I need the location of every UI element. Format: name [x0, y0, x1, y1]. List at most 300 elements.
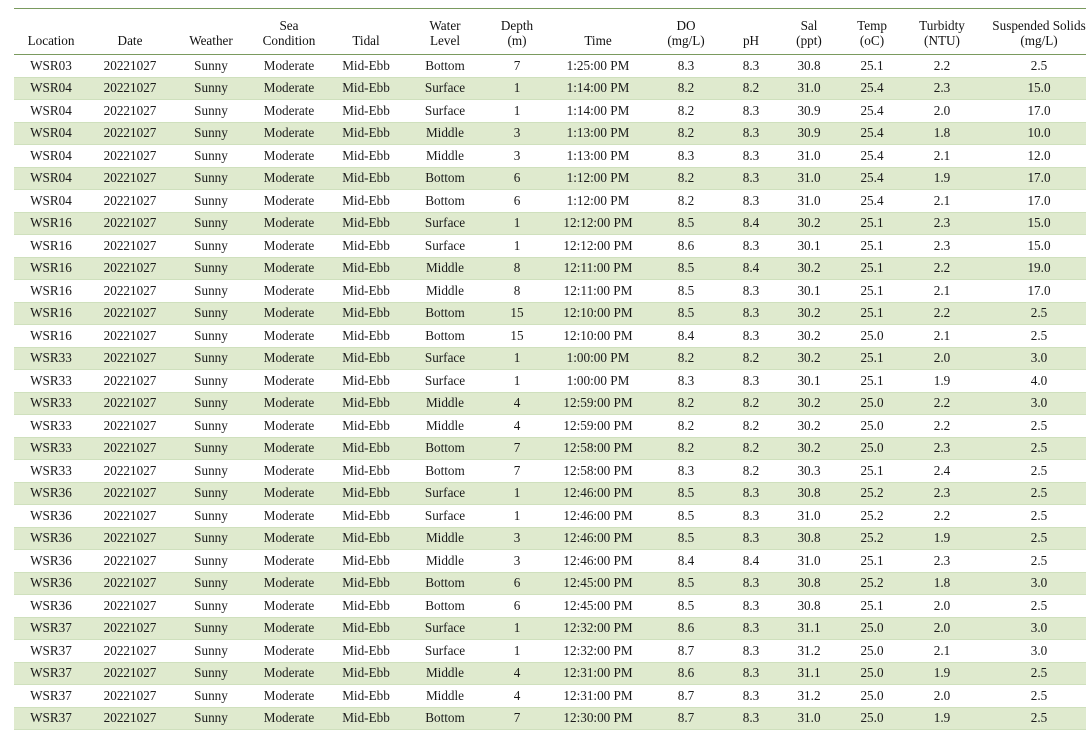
table-cell: 2.5 — [980, 550, 1086, 573]
table-cell: 15.0 — [980, 77, 1086, 100]
table-cell: Mid-Ebb — [328, 257, 404, 280]
table-cell: Mid-Ebb — [328, 527, 404, 550]
table-cell: Bottom — [404, 55, 486, 78]
table-cell: Mid-Ebb — [328, 100, 404, 123]
table-cell: 31.1 — [778, 662, 840, 685]
table-cell: 12:11:00 PM — [548, 257, 648, 280]
table-cell: 1:00:00 PM — [548, 347, 648, 370]
table-cell: 1.9 — [904, 527, 980, 550]
table-cell: Moderate — [250, 595, 328, 618]
table-cell: Sunny — [172, 257, 250, 280]
table-cell: 1 — [486, 212, 548, 235]
table-cell: 30.2 — [778, 415, 840, 438]
table-cell: 20221027 — [88, 482, 172, 505]
table-cell: 7 — [486, 460, 548, 483]
column-header-label: Tidal — [352, 33, 380, 49]
table-cell: Moderate — [250, 505, 328, 528]
table-cell: 8.6 — [648, 662, 724, 685]
table-cell: 1 — [486, 77, 548, 100]
table-cell: WSR36 — [14, 595, 88, 618]
table-cell: 25.0 — [840, 640, 904, 663]
table-cell: 25.1 — [840, 550, 904, 573]
table-cell: 2.5 — [980, 707, 1086, 730]
table-cell: 6 — [486, 190, 548, 213]
table-cell: 25.1 — [840, 257, 904, 280]
table-cell: 20221027 — [88, 460, 172, 483]
table-cell: WSR03 — [14, 55, 88, 78]
table-cell: 8.3 — [724, 100, 778, 123]
table-cell: Sunny — [172, 190, 250, 213]
table-cell: 8.2 — [648, 77, 724, 100]
table-row — [14, 505, 1086, 528]
table-cell: WSR33 — [14, 347, 88, 370]
table-cell: 25.4 — [840, 77, 904, 100]
table-cell: Moderate — [250, 212, 328, 235]
table-cell: Moderate — [250, 662, 328, 685]
table-cell: 17.0 — [980, 280, 1086, 303]
table-cell: 30.2 — [778, 437, 840, 460]
table-cell: 8.5 — [648, 595, 724, 618]
table-row — [14, 392, 1086, 415]
table-cell: 2.2 — [904, 302, 980, 325]
table-cell: 2.2 — [904, 415, 980, 438]
table-cell: 31.0 — [778, 77, 840, 100]
table-cell: Moderate — [250, 550, 328, 573]
table-cell: 31.0 — [778, 707, 840, 730]
table-cell: Moderate — [250, 235, 328, 258]
table-cell: 12:58:00 PM — [548, 460, 648, 483]
table-cell: 8.5 — [648, 482, 724, 505]
table-cell: 8.3 — [648, 145, 724, 168]
table-cell: 20221027 — [88, 122, 172, 145]
table-cell: 30.8 — [778, 55, 840, 78]
table-cell: 8.5 — [648, 257, 724, 280]
table-cell: Mid-Ebb — [328, 235, 404, 258]
column-header-weather — [172, 9, 250, 55]
table-cell: 30.2 — [778, 257, 840, 280]
table-cell: 25.1 — [840, 280, 904, 303]
table-cell: 2.3 — [904, 235, 980, 258]
table-cell: 2.2 — [904, 55, 980, 78]
table-cell: Sunny — [172, 55, 250, 78]
table-cell: 2.5 — [980, 460, 1086, 483]
table-cell: 30.8 — [778, 572, 840, 595]
table-cell: Sunny — [172, 392, 250, 415]
table-cell: 8.3 — [724, 190, 778, 213]
table-cell: Mid-Ebb — [328, 482, 404, 505]
column-header-label: pH — [742, 33, 760, 49]
table-cell: 25.2 — [840, 482, 904, 505]
table-cell: 12:45:00 PM — [548, 572, 648, 595]
table-cell: 25.0 — [840, 392, 904, 415]
table-cell: 3.0 — [980, 617, 1086, 640]
table-cell: 12:46:00 PM — [548, 550, 648, 573]
table-cell: Surface — [404, 640, 486, 663]
table-cell: 12:59:00 PM — [548, 415, 648, 438]
column-header-tidal — [328, 9, 404, 55]
table-cell: 2.3 — [904, 212, 980, 235]
table-cell: 30.2 — [778, 212, 840, 235]
table-row — [14, 167, 1086, 190]
table-cell: Middle — [404, 280, 486, 303]
table-cell: 25.1 — [840, 212, 904, 235]
column-header-unit: (NTU) — [924, 33, 960, 49]
table-cell: 30.8 — [778, 527, 840, 550]
table-cell: 8.5 — [648, 212, 724, 235]
table-cell: 8.3 — [724, 505, 778, 528]
table-cell: 6 — [486, 572, 548, 595]
table-cell: Mid-Ebb — [328, 325, 404, 348]
column-header-unit: Level — [429, 33, 461, 49]
table-cell: 8.3 — [724, 55, 778, 78]
table-cell: 2.3 — [904, 482, 980, 505]
table-row — [14, 100, 1086, 123]
table-cell: Moderate — [250, 707, 328, 730]
column-header-unit: (mg/L) — [1020, 33, 1058, 49]
table-cell: 31.0 — [778, 190, 840, 213]
table-cell: Moderate — [250, 460, 328, 483]
table-cell: Moderate — [250, 370, 328, 393]
table-cell: 20221027 — [88, 325, 172, 348]
table-cell: WSR37 — [14, 617, 88, 640]
column-header-unit: Condition — [262, 33, 316, 49]
table-cell: 20221027 — [88, 212, 172, 235]
table-cell: 8.3 — [724, 707, 778, 730]
table-row — [14, 145, 1086, 168]
table-cell: 25.2 — [840, 572, 904, 595]
table-cell: 25.2 — [840, 527, 904, 550]
table-cell: Sunny — [172, 460, 250, 483]
table-cell: Moderate — [250, 55, 328, 78]
table-cell: 8.2 — [648, 122, 724, 145]
table-cell: 1:12:00 PM — [548, 190, 648, 213]
table-cell: 8.2 — [724, 347, 778, 370]
table-cell: 20221027 — [88, 505, 172, 528]
table-cell: 4 — [486, 392, 548, 415]
table-cell: Surface — [404, 370, 486, 393]
table-cell: 1 — [486, 235, 548, 258]
table-cell: 2.3 — [904, 77, 980, 100]
column-header-unit: (oC) — [859, 33, 885, 49]
table-cell: 2.5 — [980, 302, 1086, 325]
table-cell: 31.2 — [778, 640, 840, 663]
table-cell: 8.2 — [724, 392, 778, 415]
column-header-depth — [486, 9, 548, 55]
table-cell: 1.9 — [904, 167, 980, 190]
table-cell: 2.1 — [904, 325, 980, 348]
column-header-label: DO — [676, 18, 696, 33]
table-cell: Middle — [404, 145, 486, 168]
table-cell: WSR04 — [14, 100, 88, 123]
table-row — [14, 347, 1086, 370]
table-cell: 25.1 — [840, 302, 904, 325]
table-cell: 20221027 — [88, 55, 172, 78]
table-cell: 2.5 — [980, 685, 1086, 708]
table-cell: WSR37 — [14, 707, 88, 730]
column-header-label: Date — [117, 33, 143, 49]
table-cell: Mid-Ebb — [328, 437, 404, 460]
table-cell: Mid-Ebb — [328, 280, 404, 303]
table-row — [14, 662, 1086, 685]
table-cell: 20221027 — [88, 640, 172, 663]
table-cell: 20221027 — [88, 280, 172, 303]
table-cell: 2.5 — [980, 437, 1086, 460]
table-cell: Middle — [404, 257, 486, 280]
table-cell: Moderate — [250, 167, 328, 190]
table-cell: 1.9 — [904, 370, 980, 393]
table-cell: Bottom — [404, 302, 486, 325]
table-cell: 8.3 — [724, 302, 778, 325]
table-row — [14, 55, 1086, 78]
table-cell: Mid-Ebb — [328, 347, 404, 370]
table-row — [14, 280, 1086, 303]
table-cell: 8.4 — [724, 212, 778, 235]
table-cell: 8 — [486, 257, 548, 280]
table-cell: 30.1 — [778, 370, 840, 393]
table-cell: 1:13:00 PM — [548, 122, 648, 145]
column-header-do — [648, 9, 724, 55]
table-cell: 2.5 — [980, 527, 1086, 550]
table-cell: 30.9 — [778, 122, 840, 145]
table-cell: Moderate — [250, 145, 328, 168]
table-cell: 25.1 — [840, 460, 904, 483]
table-cell: Surface — [404, 482, 486, 505]
table-cell: 3 — [486, 527, 548, 550]
table-cell: Moderate — [250, 257, 328, 280]
table-body — [14, 55, 1086, 730]
column-header-label: Suspended Solids — [992, 18, 1086, 33]
table-cell: WSR36 — [14, 572, 88, 595]
table-cell: 1:14:00 PM — [548, 77, 648, 100]
table-cell: Middle — [404, 662, 486, 685]
table-cell: 30.2 — [778, 347, 840, 370]
table-row — [14, 257, 1086, 280]
table-cell: 8.3 — [724, 617, 778, 640]
table-cell: 25.1 — [840, 235, 904, 258]
table-cell: Mid-Ebb — [328, 55, 404, 78]
table-cell: 8.5 — [648, 280, 724, 303]
table-cell: 20221027 — [88, 347, 172, 370]
table-cell: Sunny — [172, 572, 250, 595]
table-cell: 3 — [486, 145, 548, 168]
table-cell: Middle — [404, 122, 486, 145]
table-cell: 3 — [486, 550, 548, 573]
table-cell: WSR36 — [14, 482, 88, 505]
table-cell: Sunny — [172, 370, 250, 393]
table-cell: 8.7 — [648, 707, 724, 730]
table-cell: Mid-Ebb — [328, 640, 404, 663]
table-cell: 2.5 — [980, 662, 1086, 685]
table-cell: 8.4 — [724, 550, 778, 573]
table-cell: Bottom — [404, 707, 486, 730]
table-row — [14, 122, 1086, 145]
table-cell: 20221027 — [88, 257, 172, 280]
table-cell: 25.2 — [840, 505, 904, 528]
table-cell: Mid-Ebb — [328, 145, 404, 168]
table-cell: 30.2 — [778, 392, 840, 415]
table-cell: Surface — [404, 505, 486, 528]
table-cell: Sunny — [172, 280, 250, 303]
table-cell: Middle — [404, 527, 486, 550]
table-cell: 25.0 — [840, 662, 904, 685]
table-cell: 2.3 — [904, 550, 980, 573]
table-cell: 8.2 — [648, 190, 724, 213]
table-cell: 31.0 — [778, 550, 840, 573]
table-cell: WSR04 — [14, 190, 88, 213]
table-cell: Sunny — [172, 235, 250, 258]
table-cell: 8.2 — [724, 437, 778, 460]
table-cell: 25.0 — [840, 325, 904, 348]
table-cell: 8.3 — [724, 167, 778, 190]
column-header-time — [548, 9, 648, 55]
table-cell: 2.1 — [904, 145, 980, 168]
table-cell: 2.0 — [904, 595, 980, 618]
table-cell: 12:10:00 PM — [548, 325, 648, 348]
table-cell: 20221027 — [88, 437, 172, 460]
table-cell: Moderate — [250, 302, 328, 325]
table-cell: Sunny — [172, 212, 250, 235]
table-cell: 8.5 — [648, 302, 724, 325]
table-cell: 3 — [486, 122, 548, 145]
table-cell: 12:46:00 PM — [548, 527, 648, 550]
table-cell: 8.3 — [724, 640, 778, 663]
table-cell: 20221027 — [88, 685, 172, 708]
table-cell: 2.1 — [904, 640, 980, 663]
table-cell: 12.0 — [980, 145, 1086, 168]
column-header-label: Weather — [189, 33, 233, 49]
table-cell: 15 — [486, 325, 548, 348]
table-cell: Sunny — [172, 415, 250, 438]
table-cell: 8.3 — [724, 662, 778, 685]
table-cell: 2.0 — [904, 100, 980, 123]
table-cell: 8.7 — [648, 685, 724, 708]
table-cell: Sunny — [172, 122, 250, 145]
table-cell: 8.5 — [648, 527, 724, 550]
table-cell: 20221027 — [88, 527, 172, 550]
table-cell: 4 — [486, 685, 548, 708]
table-cell: 25.4 — [840, 122, 904, 145]
column-header-label: Turbidty — [919, 18, 965, 33]
table-row — [14, 370, 1086, 393]
table-cell: Moderate — [250, 437, 328, 460]
table-header-row — [14, 9, 1086, 55]
column-header-suspended-solids — [980, 9, 1086, 55]
table-cell: 1 — [486, 100, 548, 123]
table-cell: WSR16 — [14, 325, 88, 348]
table-cell: 8.3 — [724, 482, 778, 505]
table-cell: Moderate — [250, 280, 328, 303]
table-cell: Mid-Ebb — [328, 167, 404, 190]
table-cell: 2.3 — [904, 437, 980, 460]
table-cell: 8 — [486, 280, 548, 303]
table-cell: 8.3 — [724, 325, 778, 348]
table-cell: Bottom — [404, 190, 486, 213]
column-header-location — [14, 9, 88, 55]
table-cell: 20221027 — [88, 662, 172, 685]
table-row — [14, 640, 1086, 663]
table-cell: Sunny — [172, 640, 250, 663]
table-cell: Surface — [404, 100, 486, 123]
table-cell: 30.8 — [778, 482, 840, 505]
table-cell: 17.0 — [980, 190, 1086, 213]
table-cell: 8.7 — [648, 640, 724, 663]
table-cell: 8.3 — [724, 145, 778, 168]
table-cell: Moderate — [250, 617, 328, 640]
table-cell: 1.9 — [904, 662, 980, 685]
table-row — [14, 325, 1086, 348]
table-cell: 12:46:00 PM — [548, 482, 648, 505]
table-cell: 10.0 — [980, 122, 1086, 145]
table-cell: 3.0 — [980, 347, 1086, 370]
table-cell: WSR36 — [14, 527, 88, 550]
table-cell: 1:00:00 PM — [548, 370, 648, 393]
table-cell: 8.6 — [648, 235, 724, 258]
column-header-sea-condition — [250, 9, 328, 55]
table-row — [14, 617, 1086, 640]
table-cell: 8.4 — [724, 257, 778, 280]
table-cell: 2.0 — [904, 617, 980, 640]
table-cell: 2.1 — [904, 190, 980, 213]
table-cell: Sunny — [172, 662, 250, 685]
table-row — [14, 212, 1086, 235]
table-cell: Sunny — [172, 437, 250, 460]
table-cell: 25.0 — [840, 707, 904, 730]
table-cell: Moderate — [250, 640, 328, 663]
table-cell: 31.1 — [778, 617, 840, 640]
table-cell: 20221027 — [88, 100, 172, 123]
table-cell: WSR16 — [14, 257, 88, 280]
table-cell: Mid-Ebb — [328, 392, 404, 415]
table-cell: Mid-Ebb — [328, 505, 404, 528]
table-cell: 20221027 — [88, 617, 172, 640]
table-cell: Bottom — [404, 572, 486, 595]
table-cell: 8.2 — [648, 167, 724, 190]
table-cell: 8.5 — [648, 572, 724, 595]
table-cell: 2.0 — [904, 685, 980, 708]
table-cell: Sunny — [172, 77, 250, 100]
table-cell: 19.0 — [980, 257, 1086, 280]
table-cell: 2.2 — [904, 505, 980, 528]
table-cell: 1.9 — [904, 707, 980, 730]
table-cell: 30.8 — [778, 595, 840, 618]
table-cell: Sunny — [172, 617, 250, 640]
table-cell: WSR16 — [14, 212, 88, 235]
column-header-unit: (m) — [507, 33, 527, 49]
table-cell: Mid-Ebb — [328, 370, 404, 393]
table-cell: Middle — [404, 550, 486, 573]
table-cell: 8.3 — [724, 527, 778, 550]
table-cell: 20221027 — [88, 235, 172, 258]
table-row — [14, 707, 1086, 730]
column-header-label: Temp — [857, 18, 887, 33]
column-header-date — [88, 9, 172, 55]
table-cell: 4.0 — [980, 370, 1086, 393]
column-header-ph — [724, 9, 778, 55]
table-cell: Mid-Ebb — [328, 212, 404, 235]
table-cell: 25.1 — [840, 370, 904, 393]
table-cell: 30.1 — [778, 280, 840, 303]
table-cell: 8.3 — [724, 685, 778, 708]
table-cell: 30.1 — [778, 235, 840, 258]
table-cell: WSR04 — [14, 145, 88, 168]
table-cell: 12:30:00 PM — [548, 707, 648, 730]
table-cell: 8.2 — [724, 460, 778, 483]
water-quality-table — [14, 8, 1086, 730]
table-cell: 31.0 — [778, 505, 840, 528]
table-cell: 1.8 — [904, 122, 980, 145]
table-cell: 2.0 — [904, 347, 980, 370]
table-cell: WSR33 — [14, 392, 88, 415]
